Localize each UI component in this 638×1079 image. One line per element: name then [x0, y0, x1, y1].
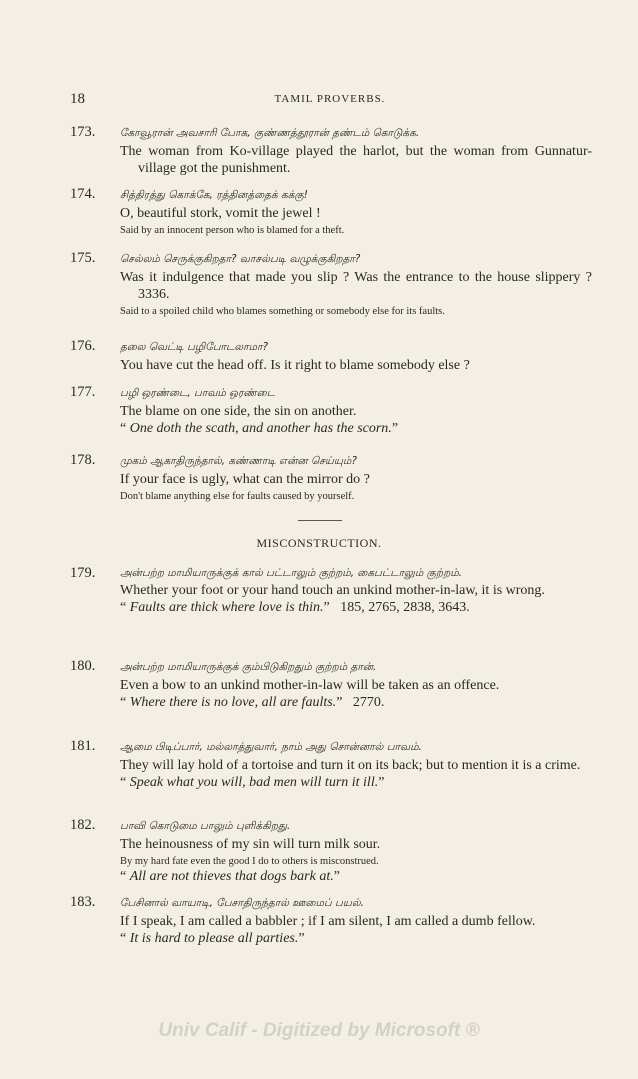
tamil-text: செல்லம் செருக்குகிறதா? வாசல்படி வழுக்குகிறதா? [120, 253, 361, 265]
proverb-number: 183. [70, 894, 96, 910]
explanatory-note: Said by an innocent person who is blamed for a theft. [120, 225, 345, 236]
english-equivalent: “ All are not thieves that dogs bark at.” [120, 869, 340, 884]
cross-references: 185, 2765, 2838, 3643. [340, 600, 470, 615]
quote-text: Where there is no love, all are faults. [129, 695, 337, 710]
english-equivalent: “ One doth the scath, and another has the scorn.” [120, 421, 399, 436]
tamil-text: அன்பற்ற மாமியாருக்குக் கால் பட்டாலும் குற்றம், கைபட்டாலும் குற்றம். [120, 567, 463, 579]
explanatory-note: Said to a spoiled child who blames something or somebody else for its faults. [120, 306, 445, 317]
translation: They will lay hold of a tortoise and turn it on its back; but to mention it is a crime. [120, 758, 581, 773]
english-equivalent: “ Where there is no love, all are faults.” 2770. [120, 695, 385, 710]
proverb-entry [70, 738, 592, 792]
english-equivalent: “ Faults are thick where love is thin.” 185, 2765, 2838, 3643. [120, 600, 470, 615]
proverb-number: 175. [70, 250, 96, 266]
proverb-entry [70, 338, 592, 374]
proverb-entry [70, 186, 592, 237]
translation: If your face is ugly, what can the mirror do ? [120, 472, 370, 487]
translation: The woman from Ko-village played the harlot, but the woman from Gunnatur-village got the punishment. [120, 144, 592, 176]
english-equivalent: “ Speak what you will, bad men will turn it ill.” [120, 775, 385, 790]
proverb-entry [70, 124, 592, 177]
proverb-entry [70, 452, 592, 503]
proverb-number: 182. [70, 817, 96, 833]
proverb-number: 176. [70, 338, 96, 354]
page-header [70, 91, 590, 111]
translation: O, beautiful stork, vomit the jewel ! [120, 206, 321, 221]
translation: If I speak, I am called a babbler ; if I am silent, I am called a dumb fellow. [120, 914, 536, 929]
tamil-text: சித்திரத்து கொக்கே, ரத்தினத்தைக் கக்கு! [120, 189, 308, 201]
translation: You have cut the head off. Is it right to blame somebody else ? [120, 358, 470, 373]
tamil-text: தலை வெட்டி பழிபோடலாமா? [120, 341, 269, 353]
explanatory-note: Don't blame anything else for faults caused by yourself. [120, 491, 355, 502]
tamil-text: கோவூரான் அவசாரி போக, குண்ணத்தூரான் தண்டம் கொடுக்க. [120, 127, 420, 139]
proverb-entry [70, 658, 592, 712]
translation: The blame on one side, the sin on another. [120, 404, 357, 419]
translation: The heinousness of my sin will turn milk sour. [120, 837, 381, 852]
proverb-number: 178. [70, 452, 96, 468]
quote-text: It is hard to please all parties. [129, 931, 299, 946]
tamil-text: ஆமை பிடிப்பார், மல்லாத்துவார், நாம் அது சொன்னால் பாவம். [120, 741, 422, 753]
quote-text: Faults are thick where love is thin. [129, 600, 324, 615]
proverb-entry [70, 894, 592, 948]
proverb-number: 174. [70, 186, 96, 202]
proverb-entry [70, 384, 592, 438]
proverb-entry [70, 250, 592, 318]
proverb-entry [70, 817, 592, 886]
translation: Even a bow to an unkind mother-in-law will be taken as an offence. [120, 678, 500, 693]
translation: Whether your foot or your hand touch an unkind mother-in-law, it is wrong. [120, 583, 545, 598]
digitization-watermark: Univ Calif - Digitized by Microsoft ® [158, 1020, 480, 1041]
quote-text: One doth the scath, and another has the scorn. [129, 421, 392, 436]
quote-text: All are not thieves that dogs bark at. [129, 869, 334, 884]
proverb-number: 173. [70, 124, 96, 140]
english-equivalent: “ It is hard to please all parties.” [120, 931, 305, 946]
section-divider [298, 520, 342, 521]
section-heading: MISCONSTRUCTION. [256, 536, 382, 550]
tamil-text: முகம் ஆகாதிருந்தால், கண்ணாடி என்ன செய்யும்? [120, 455, 357, 467]
tamil-text: பழி ஒரண்டை, பாவம் ஒரண்டை [120, 387, 276, 399]
tamil-text: பேசினால் வாயாடி, பேசாதிருந்தால் ஊமைப் பயல். [120, 897, 364, 909]
proverb-number: 177. [70, 384, 96, 400]
running-title: TAMIL PROVERBS. [274, 93, 386, 105]
proverb-number: 181. [70, 738, 96, 754]
translation: Was it indulgence that made you slip ? Was the entrance to the house slippery ? 3336. [120, 270, 592, 302]
proverb-number: 180. [70, 658, 96, 674]
proverb-entry [70, 565, 592, 617]
proverb-number: 179. [70, 565, 96, 581]
quote-text: Speak what you will, bad men will turn it ill. [129, 775, 379, 790]
cross-references: 2770. [352, 695, 385, 710]
tamil-text: அன்பற்ற மாமியாருக்குக் கும்பிடுகிறதும் குற்றம் தான். [120, 661, 377, 673]
page-number: 18 [70, 91, 85, 107]
explanatory-note: By my hard fate even the good I do to others is misconstrued. [120, 856, 379, 867]
tamil-text: பாவி கொடுமை பாலும் புளிக்கிறது. [120, 820, 291, 832]
